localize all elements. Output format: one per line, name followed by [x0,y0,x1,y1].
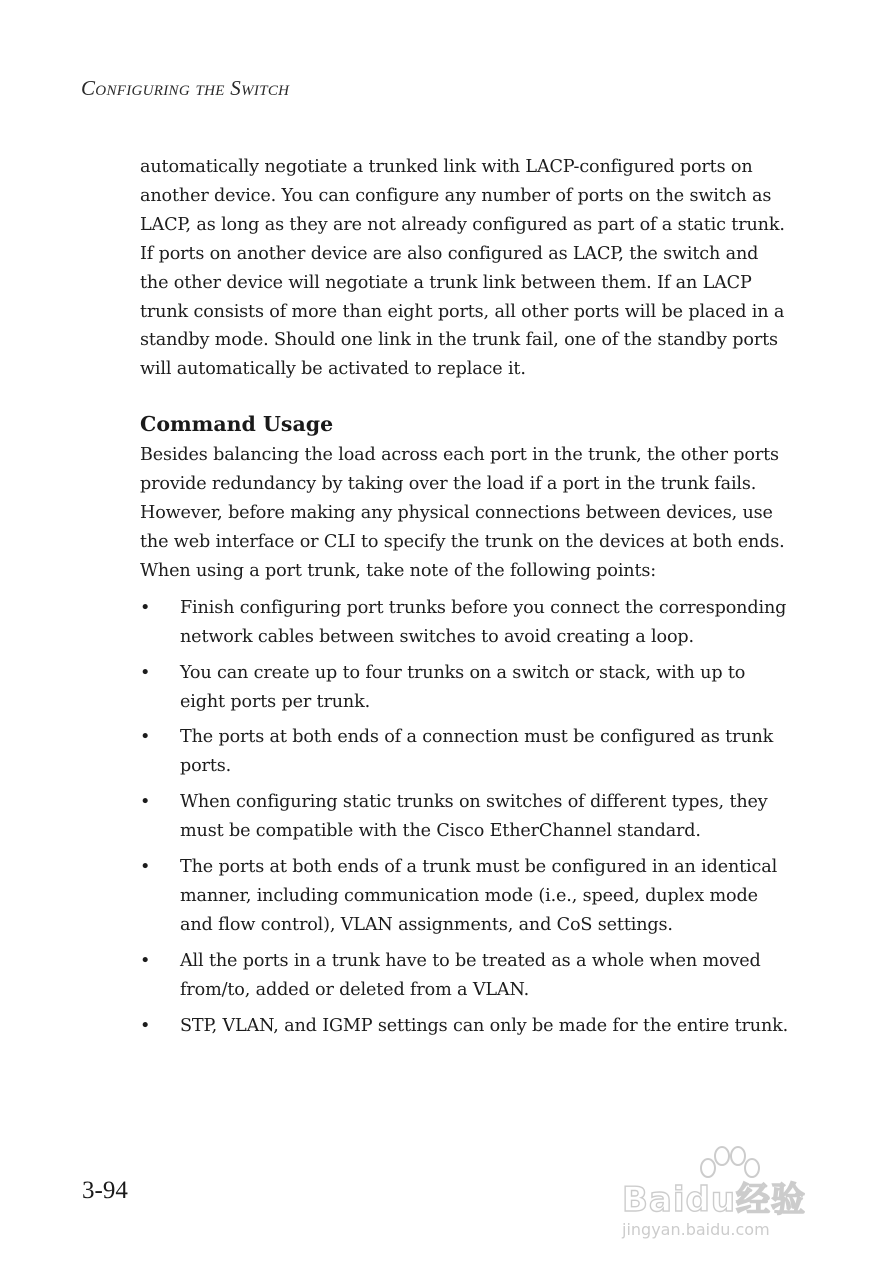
bullet-item [140,1012,790,1041]
bullet-text: The ports at both ends of a trunk must be configured in an identical manner, including communication mode (i.e., speed, duplex mode and flow control), VLAN assignments, and CoS settings. [180,857,778,935]
intro-paragraph: automatically negotiate a trunked link with LACP-configured ports on another device. You can configure any number of ports on the switch as LACP, as long as they are not already configured as part of a static trunk. If ports on another device are also configured as LACP, the switch and the other device will negotiate a trunk link between them. If an LACP trunk consists of more than eight ports, all other ports will be placed in a standby mode. Should one link in the trunk fail, one of the standby ports will automatically be activated to replace it. [140,157,785,380]
bullet-icon: • [140,950,151,971]
bullet-item [140,947,790,1005]
bullet-item [140,853,790,940]
bullet-list [140,594,790,1041]
bullet-icon: • [140,662,151,683]
bullet-item [140,659,790,717]
bullet-item [140,788,790,846]
bullet-text: All the ports in a trunk have to be treated as a whole when moved from/to, added or deleted from a VLAN. [180,950,761,1000]
running-header: Configuring the Switch [81,76,290,100]
page-body [140,153,790,1047]
watermark-brand: Baidu经验 [622,1180,807,1220]
bullet-icon: • [140,597,151,618]
bullet-item [140,723,790,781]
bullet-text: You can create up to four trunks on a switch or stack, with up to eight ports per trunk. [180,662,746,712]
bullet-icon: • [140,727,151,748]
bullet-text: STP, VLAN, and IGMP settings can only be made for the entire trunk. [180,1015,789,1036]
page-number: 3-94 [82,1177,128,1204]
bullet-text: Finish configuring port trunks before you connect the corresponding network cables between switches to avoid creating a loop. [180,597,787,647]
usage-paragraph: Besides balancing the load across each port in the trunk, the other ports provide redundancy by taking over the load if a port in the trunk fails. However, before making any physical connections between devices, use the web interface or CLI to specify the trunk on the devices at both ends. When using a port trunk, take note of the following points: [140,445,785,581]
section-heading: Command Usage [140,412,334,437]
bullet-icon: • [140,1015,151,1036]
bullet-text: When configuring static trunks on switches of different types, they must be compatible with the Cisco EtherChannel standard. [180,792,768,842]
bullet-item [140,594,790,652]
watermark-logo [622,1150,852,1250]
bullet-text: The ports at both ends of a connection must be configured as trunk ports. [180,727,774,777]
watermark-url: jingyan.baidu.com [622,1220,770,1239]
bullet-icon: • [140,792,151,813]
bullet-icon: • [140,857,151,878]
